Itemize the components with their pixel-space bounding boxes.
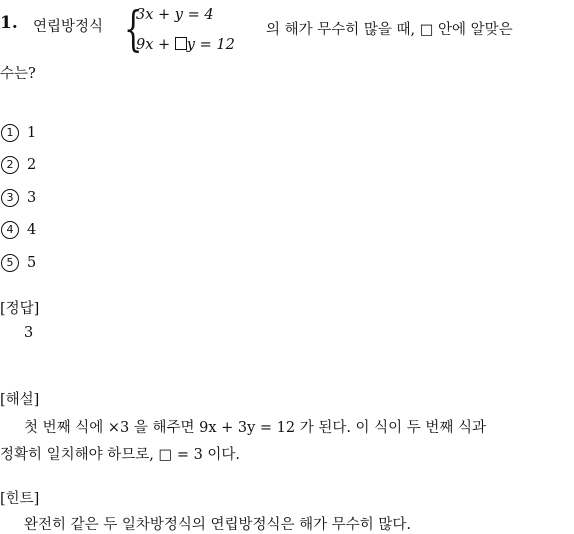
equation-2: 9x + y = 12 (136, 37, 235, 53)
choice-value: 5 (27, 255, 37, 271)
answer-heading: [정답] (0, 301, 40, 317)
question-tail-2: 수는? (0, 66, 36, 82)
choice-marker: 3 (1, 189, 19, 207)
hint-heading: [힌트] (0, 491, 40, 507)
answer-value: 3 (24, 325, 34, 341)
explanation-line-2: 정확히 일치해야 하므로, □ = 3 이다. (0, 447, 241, 463)
question-tail: 의 해가 무수히 많을 때, □ 안에 알맞은 (266, 22, 513, 38)
choice-2[interactable] (1, 156, 36, 174)
choice-value: 1 (27, 125, 37, 141)
explanation-line-1: 첫 번째 식에 ×3 을 해주면 9x + 3y = 12 가 된다. 이 식이 두 번째 식과 (24, 420, 487, 436)
choice-marker: 1 (1, 124, 19, 142)
system-brace: { (124, 1, 143, 57)
hint-line-1: 완전히 같은 두 일차방정식의 연립방정식은 해가 무수히 많다. (24, 517, 412, 533)
choice-5[interactable] (1, 254, 36, 272)
question-lead: 연립방정식 (33, 19, 104, 35)
choice-value: 4 (27, 222, 37, 238)
blank-box (175, 37, 187, 50)
choice-marker: 2 (1, 156, 19, 174)
choice-marker: 4 (1, 221, 19, 239)
question-number: 1. (0, 13, 18, 33)
choice-value: 3 (27, 190, 37, 206)
choice-1[interactable] (1, 124, 36, 142)
equation-1: 3x + y = 4 (136, 7, 214, 23)
choice-marker: 5 (1, 254, 19, 272)
choice-value: 2 (27, 157, 37, 173)
choice-3[interactable] (1, 189, 36, 207)
explanation-heading: [해설] (0, 392, 40, 408)
choice-4[interactable] (1, 221, 36, 239)
